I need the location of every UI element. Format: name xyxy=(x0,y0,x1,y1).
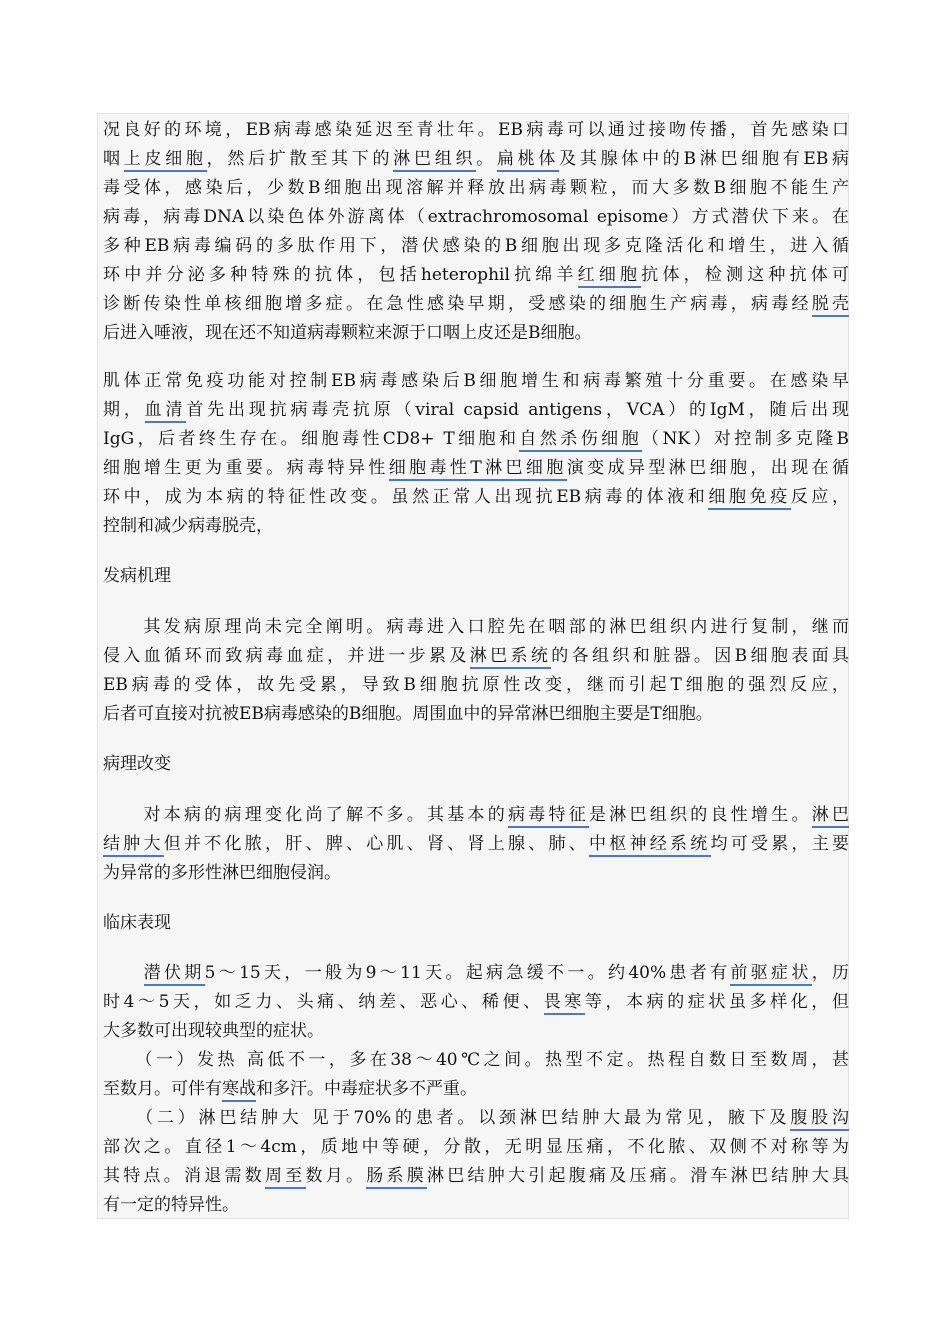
text-span: （NK）对控制多克隆B xyxy=(642,429,849,449)
text-span: 细胞增生更为重要。病毒特异性 xyxy=(103,458,389,478)
text-line xyxy=(103,613,849,642)
term-link[interactable]: 血清 xyxy=(145,400,187,423)
term-link[interactable]: 中枢神经系统 xyxy=(589,834,711,857)
text-line xyxy=(103,909,849,938)
paragraph-pathology xyxy=(103,801,849,888)
text-line xyxy=(103,367,849,396)
text-span: 均可受累，主要 xyxy=(710,834,849,854)
text-span: 有一定的特异性。 xyxy=(103,1195,239,1215)
term-link[interactable]: 寒战 xyxy=(222,1079,256,1102)
term-link[interactable]: 淋巴 xyxy=(812,805,849,828)
term-link[interactable]: 淋巴系统 xyxy=(470,646,552,669)
text-span: 后者可直接对抗被EB病毒感染的B细胞。周围血中的异常淋巴细胞主要是T细胞。 xyxy=(103,704,713,724)
text-span: 侵入血循环而致病毒血症，并进一步累及 xyxy=(103,646,470,666)
text-span: 病理改变 xyxy=(103,754,171,774)
text-line xyxy=(103,801,849,830)
term-link[interactable]: 细胞毒性T淋巴细胞 xyxy=(389,458,567,481)
text-span: 数月。 xyxy=(305,1166,367,1186)
text-line xyxy=(103,425,849,454)
text-line xyxy=(103,1075,849,1104)
text-span: 控制和减少病毒脱壳， xyxy=(103,516,273,536)
paragraph-clinical xyxy=(103,959,849,1220)
text-line xyxy=(103,174,849,203)
text-line xyxy=(103,1162,849,1191)
text-span: 为异常的多形性淋巴细胞侵润。 xyxy=(103,863,341,883)
text-line xyxy=(103,700,849,729)
text-span: 及其腺体中的B淋巴细胞有EB病 xyxy=(559,149,849,169)
text-span: 诊断传染性单核细胞增多症。在急性感染早期，受感染的细胞生产病毒，病毒经 xyxy=(103,294,812,314)
text-span: 部次之。直径1～4cm，质地中等硬，分散，无明显压痛，不化脓、双侧不对称等为 xyxy=(103,1137,849,1157)
text-span: 期， xyxy=(103,400,145,420)
text-span: 是淋巴组织的良性增生。 xyxy=(589,805,812,825)
text-span: 至数月。可伴有 xyxy=(103,1079,222,1099)
paragraph-immunity xyxy=(103,367,849,541)
text-span: 临床表现 xyxy=(103,913,171,933)
text-span: 毒受体，感染后，少数B细胞出现溶解并释放出病毒颗粒，而大多数B细胞不能生产 xyxy=(103,178,849,198)
text-span: 发病机理 xyxy=(103,566,171,586)
text-line xyxy=(103,959,849,988)
term-link[interactable]: 脱壳 xyxy=(812,294,849,317)
text-line xyxy=(103,1046,849,1075)
text-span: 抗体，检测这种抗体可 xyxy=(641,265,849,285)
text-span: EB病毒的受体，故先受累，导致B细胞抗原性改变，继而引起T细胞的强烈反应， xyxy=(103,675,849,695)
text-span: 等，本病的症状虽多样化，但 xyxy=(584,992,849,1012)
text-span: 环中并分泌多种特殊的抗体，包括heterophil抗绵羊 xyxy=(103,265,578,285)
text-span: 病毒，病毒DNA以染色体外游离体（extrachromosomal episome）方式潜伏下来。在 xyxy=(103,207,849,227)
term-link[interactable]: 淋巴组织 xyxy=(393,149,476,172)
term-link[interactable]: 肠系膜 xyxy=(366,1166,427,1189)
text-span: （一）发热 高低不一，多在38～40℃之间。热型不定。热程自数日至数周，甚 xyxy=(103,1050,849,1070)
text-span: 首先出现抗病毒壳抗原（viral capsid antigens，VCA）的IgM，随后出现 xyxy=(186,400,849,420)
text-line xyxy=(103,396,849,425)
text-span: ，历 xyxy=(811,963,849,983)
text-span: 演变成异型淋巴细胞，出现在循 xyxy=(566,458,849,478)
text-span: 肌体正常免疫功能对控制EB病毒感染后B细胞增生和病毒繁殖十分重要。在感染早 xyxy=(103,371,849,391)
term-link[interactable]: 自然杀伤细胞 xyxy=(519,429,642,452)
text-line xyxy=(103,116,849,145)
text-span: IgG，后者终生存在。细胞毒性CD8+ T细胞和 xyxy=(103,429,520,449)
document-page xyxy=(97,113,849,1219)
text-span: 反应， xyxy=(790,487,849,507)
text-line xyxy=(103,750,849,779)
text-span xyxy=(103,963,144,983)
term-link[interactable]: 腹股沟 xyxy=(790,1108,849,1131)
text-span: 大多数可出现较典型的症状。 xyxy=(103,1021,324,1041)
text-line xyxy=(103,830,849,859)
text-line xyxy=(103,512,849,541)
text-line xyxy=(103,671,849,700)
text-line xyxy=(103,319,849,348)
text-line xyxy=(103,290,849,319)
term-link[interactable]: 扁桃体 xyxy=(497,149,559,172)
text-span: 对本病的病理变化尚了解不多。其基本的 xyxy=(103,805,508,825)
text-line xyxy=(103,1017,849,1046)
text-line xyxy=(103,1104,849,1133)
text-line xyxy=(103,642,849,671)
heading-pathogenesis xyxy=(103,562,849,591)
term-link[interactable]: 畏寒 xyxy=(544,992,585,1015)
text-span: （二）淋巴结肿大 见于70%的患者。以颈淋巴结肿大最为常见，腋下及 xyxy=(103,1108,791,1128)
term-link[interactable]: 结肿大 xyxy=(103,834,164,857)
paragraph-eb-infection xyxy=(103,116,849,348)
text-span: 。 xyxy=(476,149,497,169)
text-span: 环中，成为本病的特征性改变。虽然正常人出现抗EB病毒的体液和 xyxy=(103,487,709,507)
text-span: 5～15天，一般为9～11天。起病急缓不一。约40%患者有 xyxy=(204,963,731,983)
text-span: 淋巴结肿大引起腹痛及压痛。滑车淋巴结肿大具 xyxy=(427,1166,849,1186)
text-span: 和多汗。中毒症状多不严重。 xyxy=(256,1079,477,1099)
text-line xyxy=(103,988,849,1017)
text-span: 但并不化脓，肝、脾、心肌、肾、肾上腺、肺、 xyxy=(163,834,589,854)
text-line xyxy=(103,562,849,591)
text-span: 多种EB病毒编码的多肽作用下，潜伏感染的B细胞出现多克隆活化和增生，进入循 xyxy=(103,236,849,256)
text-span: 后进入唾液，现在还不知道病毒颗粒来源于口咽上皮还是B细胞。 xyxy=(103,323,592,343)
term-link[interactable]: 细胞免疫 xyxy=(708,487,790,510)
paragraph-pathogenesis xyxy=(103,613,849,729)
text-line xyxy=(103,1191,849,1220)
term-link[interactable]: 红细胞 xyxy=(578,265,642,288)
heading-pathology xyxy=(103,750,849,779)
text-line xyxy=(103,203,849,232)
term-link[interactable]: 周至 xyxy=(265,1166,306,1189)
term-link[interactable]: 前驱症状 xyxy=(730,963,811,986)
text-line xyxy=(103,261,849,290)
text-span: 况良好的环境，EB病毒感染延迟至青壮年。EB病毒可以通过接吻传播，首先感染口 xyxy=(103,120,849,140)
text-line xyxy=(103,859,849,888)
text-span: 时4～5天，如乏力、头痛、纳差、恶心、稀便、 xyxy=(103,992,544,1012)
text-span: ，然后扩散至其下的 xyxy=(206,149,394,169)
term-link[interactable]: 上皮细胞 xyxy=(124,149,207,172)
text-line xyxy=(103,483,849,512)
text-span: 的各组织和脏器。因B细胞表面具 xyxy=(551,646,849,666)
text-span: 其特点。消退需数 xyxy=(103,1166,265,1186)
heading-clinical xyxy=(103,909,849,938)
text-line xyxy=(103,454,849,483)
text-line xyxy=(103,232,849,261)
term-link[interactable]: 潜伏期 xyxy=(144,963,205,986)
text-line xyxy=(103,145,849,174)
term-link[interactable]: 病毒特征 xyxy=(508,805,589,828)
text-span: 其发病原理尚未完全阐明。病毒进入口腔先在咽部的淋巴组织内进行复制，继而 xyxy=(103,617,849,637)
text-span: 咽 xyxy=(103,149,124,169)
text-line xyxy=(103,1133,849,1162)
